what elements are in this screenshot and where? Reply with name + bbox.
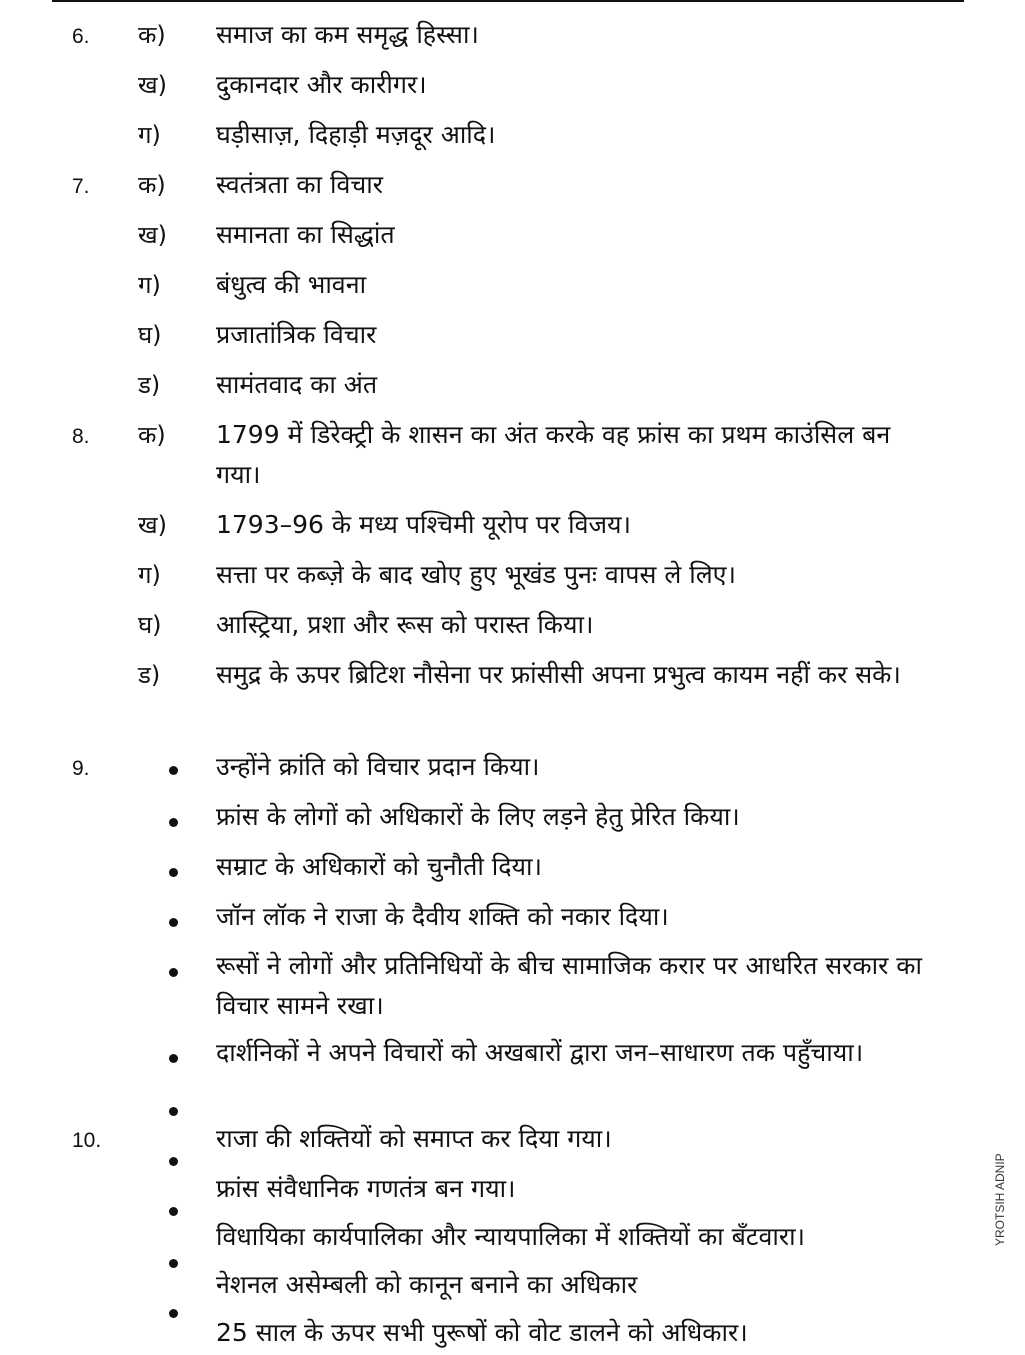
answer-text: फ्रांस के लोगों को अधिकारों के लिए लड़ने हेतु प्रेरित किया। bbox=[216, 802, 740, 831]
answer-text: आस्ट्रिया, प्रशा और रूस को परास्त किया। bbox=[216, 610, 594, 639]
bullet-icon bbox=[169, 1157, 178, 1166]
option-marker: क) bbox=[138, 171, 166, 199]
option-marker: ग) bbox=[138, 271, 161, 299]
answer-text: फ्रांस संवैधानिक गणतंत्र बन गया। bbox=[216, 1174, 516, 1203]
question-number: 10. bbox=[72, 1129, 102, 1152]
answer-text: उन्होंने क्रांति को विचार प्रदान किया। bbox=[216, 752, 540, 781]
question-number: 6. bbox=[72, 25, 90, 48]
answer-text: राजा की शक्तियों को समाप्त कर दिया गया। bbox=[216, 1124, 612, 1153]
answer-text: 25 साल के ऊपर सभी पुरूषों को वोट डालने को अधिकार। bbox=[216, 1318, 748, 1347]
option-marker: क) bbox=[138, 21, 166, 49]
answer-text: समानता का सिद्धांत bbox=[216, 220, 395, 249]
bullet-icon bbox=[169, 868, 178, 877]
option-marker: ग) bbox=[138, 121, 161, 149]
answer-text: सम्राट के अधिकारों को चुनौती दिया। bbox=[216, 852, 543, 881]
option-marker: घ) bbox=[138, 611, 162, 639]
option-marker: ड) bbox=[138, 371, 161, 399]
answer-text: सत्ता पर कब्ज़े के बाद खोए हुए भूखंड पुनः वापस ले लिए। bbox=[216, 560, 736, 589]
bullet-icon bbox=[169, 1207, 178, 1216]
answer-text: सामंतवाद का अंत bbox=[216, 370, 378, 399]
answer-text: विधायिका कार्यपालिका और न्यायपालिका में शक्तियों का बँटवारा। bbox=[216, 1222, 806, 1251]
question-number: 8. bbox=[72, 425, 90, 448]
option-marker: ख) bbox=[138, 71, 167, 99]
answer-text: बंधुत्व की भावना bbox=[216, 270, 367, 299]
answer-text: घड़ीसाज़, दिहाड़ी मज़दूर आदि। bbox=[216, 120, 496, 149]
answer-text: 1793–96 के मध्य पश्चिमी यूरोप पर विजय। bbox=[216, 510, 631, 539]
bullet-icon bbox=[169, 918, 178, 927]
answer-text: स्वतंत्रता का विचार bbox=[216, 170, 383, 199]
option-marker: ख) bbox=[138, 221, 167, 249]
bullet-icon bbox=[169, 1259, 178, 1268]
answer-text: प्रजातांत्रिक विचार bbox=[216, 320, 377, 349]
option-marker: ग) bbox=[138, 561, 161, 589]
question-number: 9. bbox=[72, 757, 90, 780]
side-margin-note: YROTSIH ADNIP bbox=[993, 1153, 1007, 1247]
answer-text: नेशनल असेम्बली को कानून बनाने का अधिकार bbox=[216, 1270, 638, 1299]
bullet-icon bbox=[169, 766, 178, 775]
bullet-icon bbox=[169, 1107, 178, 1116]
bullet-icon bbox=[169, 1309, 178, 1318]
answer-text: रूसों ने लोगों और प्रतिनिधियों के बीच सामाजिक करार पर आधरित सरकार का विचार सामने रखा। bbox=[216, 951, 922, 1020]
option-marker: घ) bbox=[138, 321, 162, 349]
answer-text: समुद्र के ऊपर ब्रिटिश नौसेना पर फ्रांसीसी अपना प्रभुत्व कायम नहीं कर सके। bbox=[216, 660, 901, 689]
bullet-icon bbox=[169, 818, 178, 827]
option-marker: ख) bbox=[138, 511, 167, 539]
answer-text: दार्शनिकों ने अपने विचारों को अखबारों द्वारा जन–साधारण तक पहुँचाया। bbox=[216, 1038, 864, 1067]
question-number: 7. bbox=[72, 175, 90, 198]
top-rule bbox=[52, 0, 964, 2]
answer-text: 1799 में डिरेक्ट्री के शासन का अंत करके वह फ्रांस का प्रथम काउंसिल बन गया। bbox=[216, 420, 891, 489]
answer-text: दुकानदार और कारीगर। bbox=[216, 70, 427, 99]
answer-text: समाज का कम समृद्ध हिस्सा। bbox=[216, 20, 479, 49]
bullet-icon bbox=[169, 1054, 178, 1063]
answer-text: जॉन लॉक ने राजा के दैवीय शक्ति को नकार दिया। bbox=[216, 902, 669, 931]
bullet-icon bbox=[169, 968, 178, 977]
option-marker: ड) bbox=[138, 661, 161, 689]
option-marker: क) bbox=[138, 421, 166, 449]
